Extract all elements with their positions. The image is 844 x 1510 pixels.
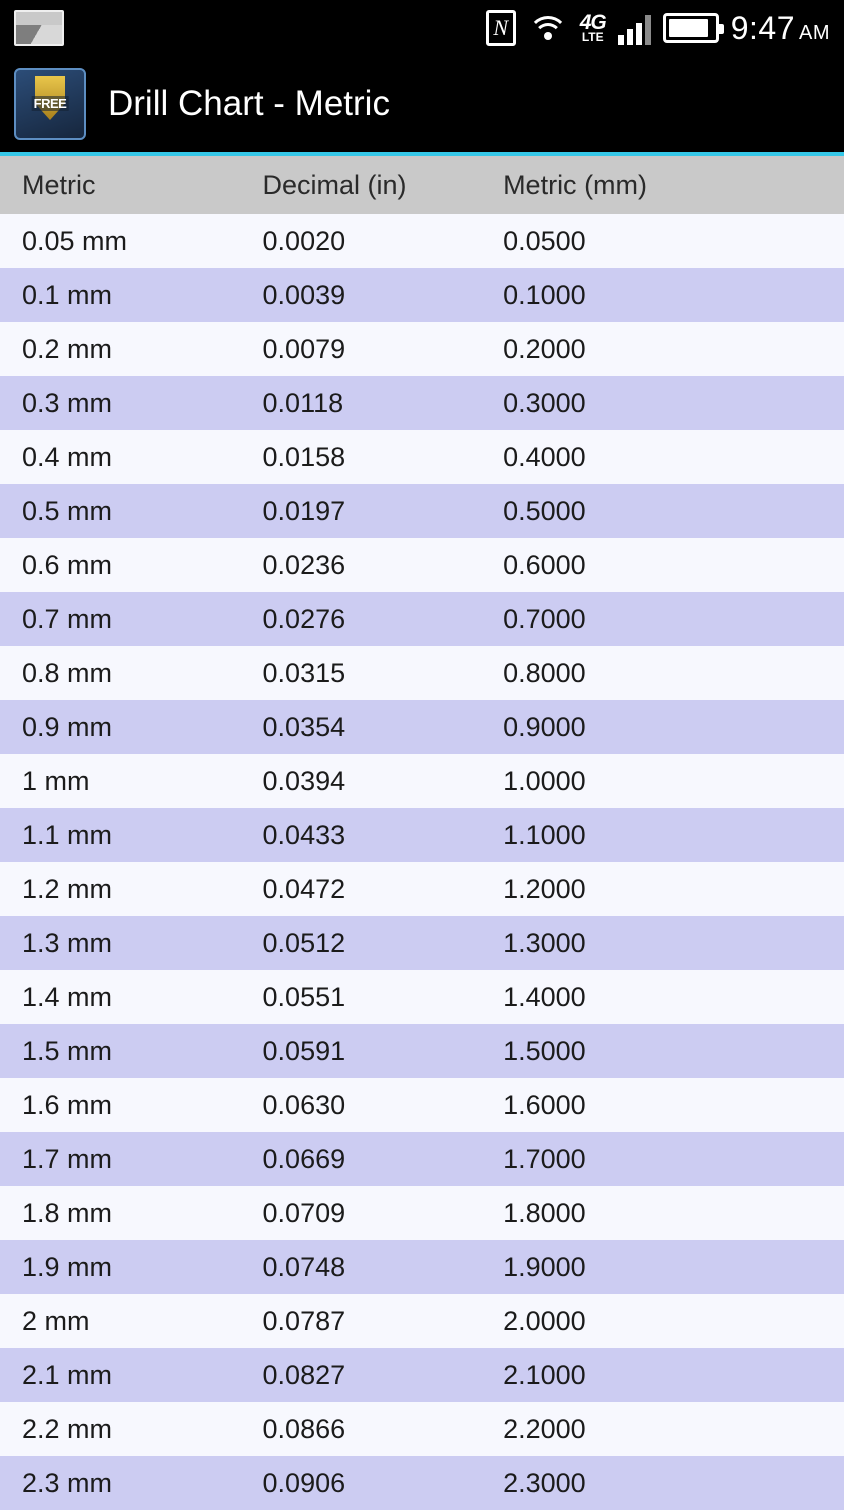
table-cell: 0.8 mm [22,657,113,688]
table-cell: 1 mm [22,765,90,796]
table-row[interactable] [0,754,844,808]
table-cell: 0.0500 [503,225,586,256]
table-row[interactable] [0,1402,844,1456]
free-badge-label: FREE [33,96,67,111]
table-cell: 0.4000 [503,441,586,472]
status-bar [0,0,844,56]
table-cell: 0.0276 [262,603,346,634]
table-cell: 1.9 mm [22,1251,113,1282]
table-cell: 0.2000 [503,333,586,364]
table-cell: 1.5000 [503,1035,586,1066]
table-cell: 2 mm [22,1305,90,1336]
table-cell: 0.4 mm [22,441,113,472]
table-cell: 2.1 mm [22,1359,113,1390]
table-cell: 0.05 mm [22,225,128,256]
table-row[interactable] [0,1132,844,1186]
clock-ampm: AM [799,21,830,44]
table-cell: 0.0630 [262,1089,346,1120]
table-cell: 0.9 mm [22,711,113,742]
table-cell: 0.2 mm [22,333,113,364]
status-bar-right [486,10,830,47]
table-row[interactable] [0,916,844,970]
table-cell: 0.0236 [262,549,346,580]
table-row[interactable] [0,484,844,538]
lte-label-top: 4G [579,10,606,34]
table-cell: 2.1000 [503,1359,586,1390]
table-row[interactable] [0,970,844,1024]
table-cell: 0.0866 [262,1413,346,1444]
table-cell: 2.0000 [503,1305,586,1336]
table-cell: 0.9000 [503,711,586,742]
table-row[interactable] [0,214,844,268]
table-cell: 0.0906 [262,1467,346,1498]
table-cell: 1.8 mm [22,1197,113,1228]
column-header-decimal-in[interactable]: Decimal (in) [241,156,482,214]
table-cell: 1.1 mm [22,819,113,850]
table-cell: 0.6 mm [22,549,113,580]
table-cell: 1.7 mm [22,1143,113,1174]
table-cell: 0.7000 [503,603,586,634]
table-cell: 0.8000 [503,657,586,688]
table-cell: 0.0433 [262,819,346,850]
table-cell: 1.3000 [503,927,586,958]
table-row[interactable] [0,1294,844,1348]
table-row[interactable] [0,1186,844,1240]
table-cell: 1.5 mm [22,1035,113,1066]
table-row[interactable] [0,538,844,592]
table-row[interactable] [0,1240,844,1294]
table-cell: 0.0039 [262,279,346,310]
table-cell: 0.0020 [262,225,346,256]
table-cell: 0.3000 [503,387,586,418]
table-cell: 1.2 mm [22,873,113,904]
table-cell: 0.0709 [262,1197,346,1228]
drill-chart-table [0,156,844,1510]
table-cell: 1.6 mm [22,1089,113,1120]
table-row[interactable] [0,1456,844,1510]
table-cell: 0.0787 [262,1305,346,1336]
column-header-metric[interactable]: Metric [0,156,241,214]
table-cell: 2.3 mm [22,1467,113,1498]
signal-bars-icon [618,11,651,45]
table-row[interactable] [0,268,844,322]
table-cell: 0.0551 [262,981,346,1012]
clock-time: 9:47 [730,9,795,46]
wifi-icon [528,12,568,44]
table-cell: 0.5 mm [22,495,113,526]
table-row[interactable] [0,322,844,376]
table-cell: 2.2000 [503,1413,586,1444]
table-body [0,214,844,1510]
table-cell: 1.2000 [503,873,586,904]
table-cell: 0.0197 [262,495,346,526]
table-cell: 0.5000 [503,495,586,526]
table-cell: 1.9000 [503,1251,586,1282]
app-bar [0,56,844,156]
table-cell: 1.8000 [503,1197,586,1228]
table-cell: 1.7000 [503,1143,586,1174]
table-cell: 0.0512 [262,927,346,958]
status-bar-clock [731,10,830,47]
table-cell: 0.0118 [262,387,344,418]
table-cell: 0.0748 [262,1251,346,1282]
table-cell: 0.0827 [262,1359,346,1390]
table-cell: 2.2 mm [22,1413,113,1444]
table-cell: 1.4000 [503,981,586,1012]
table-cell: 1.1000 [503,819,586,850]
table-cell: 0.0158 [262,441,346,472]
app-logo-icon[interactable] [14,68,86,140]
lte-label-bottom: LTE [581,29,604,44]
table-cell: 1.4 mm [22,981,113,1012]
table-cell: 1.6000 [503,1089,586,1120]
table-cell: 0.1 mm [22,279,113,310]
image-icon [14,10,64,46]
table-cell: 0.3 mm [22,387,113,418]
table-cell: 2.3000 [503,1467,586,1498]
table-row[interactable] [0,430,844,484]
table-cell: 0.1000 [503,279,586,310]
table-row[interactable] [0,1078,844,1132]
table-cell: 0.7 mm [22,603,113,634]
table-cell: 0.0315 [262,657,346,688]
table-row[interactable] [0,808,844,862]
table-header-row [0,156,844,214]
table-row[interactable] [0,700,844,754]
table-cell: 0.0472 [262,873,346,904]
lte-icon [579,10,606,44]
table-cell: 0.0354 [262,711,346,742]
table-row[interactable] [0,1348,844,1402]
table-header [0,156,844,214]
table-cell: 0.0394 [262,765,346,796]
status-bar-left [14,10,486,46]
table-row[interactable] [0,862,844,916]
table-cell: 0.0591 [262,1035,346,1066]
nfc-icon [486,10,516,46]
table-cell: 1.0000 [503,765,586,796]
table-cell: 0.6000 [503,549,586,580]
page-title: Drill Chart - Metric [108,84,390,123]
table-cell: 1.3 mm [22,927,113,958]
table-cell: 0.0669 [262,1143,346,1174]
table-row[interactable] [0,1024,844,1078]
table-row[interactable] [0,592,844,646]
table-cell: 0.0079 [262,333,346,364]
table-row[interactable] [0,646,844,700]
column-header-metric-mm[interactable]: Metric (mm) [481,156,844,214]
table-row[interactable] [0,376,844,430]
battery-icon [663,13,719,43]
